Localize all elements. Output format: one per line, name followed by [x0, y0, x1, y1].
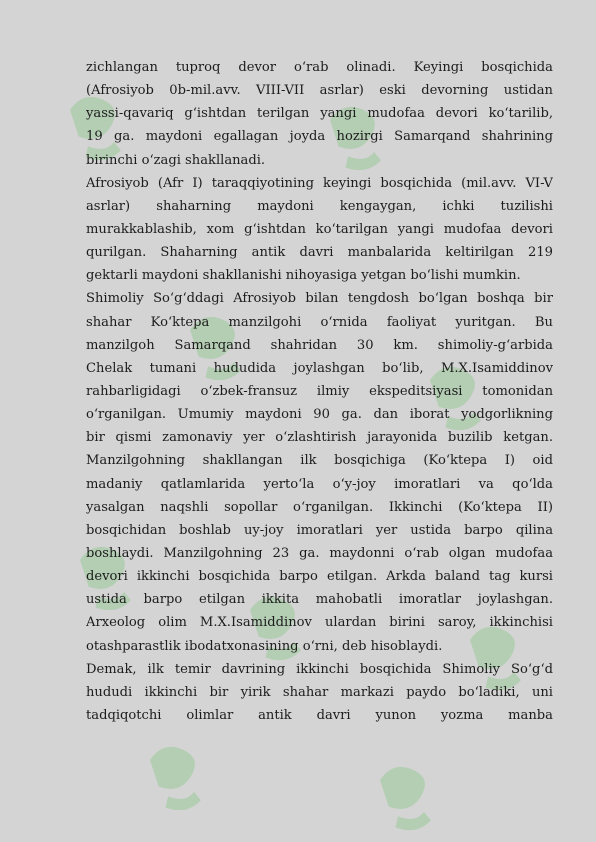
paragraph — [86, 287, 553, 657]
text-line: asrlar) shaharning maydoni kengaygan, ichki tuzilishi — [86, 198, 553, 214]
text-line: boshlaydi. Manzilgohning 23 ga. maydonni o‘rab olgan mudofaa — [86, 545, 553, 561]
text-line: birinchi o‘zagi shakllanadi. — [86, 152, 266, 168]
text-line: rahbarligidagi o‘zbek-fransuz ilmiy ekspeditsiyasi tomonidan — [86, 383, 553, 399]
paragraph — [86, 658, 553, 727]
paragraph — [86, 56, 553, 172]
text-line: ustida barpo etilgan ikkita mahobatli imoratlar joylashgan. — [86, 592, 553, 608]
text-line: qurilgan. Shaharning antik davri manbalarida keltirilgan 219 — [86, 245, 553, 261]
text-line: yasalgan naqshli sopollar o‘rganilgan. Ikkinchi (Ko‘ktepa II) — [86, 499, 553, 515]
text-line: Chelak tumani hududida joylashgan bo‘lib, M.X.Isamiddinov — [86, 360, 553, 376]
text-line: zichlangan tuproq devor o‘rab olinadi. Keyingi bosqichida — [86, 60, 553, 75]
text-line: bosqichidan boshlab uy-joy imoratlari yer ustida barpo qilina — [86, 522, 553, 538]
text-line: shahar Ko‘ktepa manzilgohi o‘rnida faoliyat yuritgan. Bu — [86, 314, 553, 330]
text-line: Afrosiyob (Afr I) taraqqiyotining keyingi bosqichida (mil.avv. VI-V — [86, 175, 553, 191]
text-line: (Afrosiyob 0b-mil.avv. VIII-VII asrlar) eski devorning ustidan — [86, 83, 553, 99]
text-line: gektarli maydoni shakllanishi nihoyasiga yetgan bo‘lishi mumkin. — [86, 268, 521, 284]
text-line: Manzilgohning shakllangan ilk bosqichiga (Ko‘ktepa I) oid — [86, 453, 553, 469]
text-line: Demak, ilk temir davrining ikkinchi bosqichida Shimoliy So‘g‘d — [86, 661, 553, 677]
text-line: murakkablashib, xom g‘ishtdan ko‘tarilgan yangi mudofaa devori — [86, 221, 553, 237]
text-line: Shimoliy So‘g‘ddagi Afrosiyob bilan tengdosh bo‘lgan boshqa bir — [86, 291, 553, 307]
text-line: tadqiqotchi olimlar antik davri yunon yozma manba — [86, 707, 553, 723]
text-line: yassi-qavariq g‘ishtdan terilgan yangi mudofaa devori ko‘tarilib, — [86, 106, 553, 122]
text-line: hududi ikkinchi bir yirik shahar markazi paydo bo‘ladiki, uni — [86, 684, 553, 700]
text-line: bir qismi zamonaviy yer o‘zlashtirish jarayonida buzilib ketgan. — [86, 430, 553, 446]
text-line: 19 ga. maydoni egallagan joyda hozirgi Samarqand shahrining — [86, 129, 553, 145]
text-line: Arxeolog olim M.X.Isamiddinov ulardan birini saroy, ikkinchisi — [86, 615, 553, 631]
paragraph — [86, 172, 553, 288]
text-line: devori ikkinchi bosqichida barpo etilgan. Arkda baland tag kursi — [86, 569, 553, 585]
text-line: o‘rganilgan. Umumiy maydoni 90 ga. dan iborat yodgorlikning — [86, 407, 553, 423]
text-line: manzilgoh Samarqand shahridan 30 km. shimoliy-g‘arbida — [86, 337, 553, 353]
text-line: otashparastlik ibodatxonasining o‘rni, deb hisoblaydi. — [86, 638, 443, 654]
text-line: madaniy qatlamlarida yerto‘la o‘y-joy imoratlari va qo‘lda — [86, 476, 553, 492]
document-body — [86, 56, 553, 727]
